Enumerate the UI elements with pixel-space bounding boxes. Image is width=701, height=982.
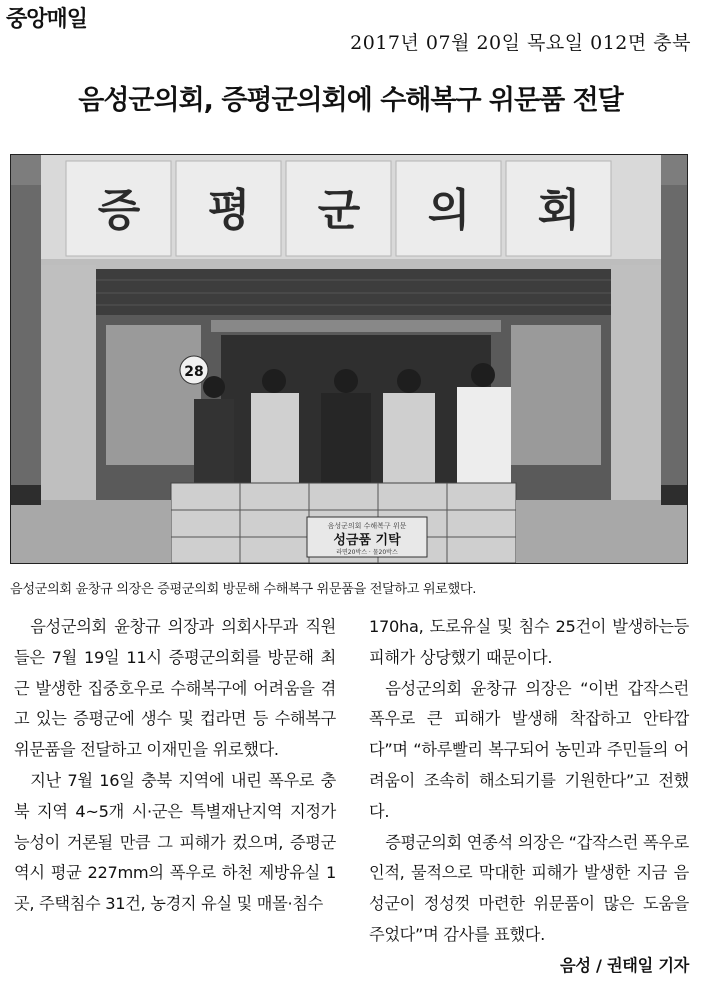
article-paragraph (369, 828, 689, 975)
dateline: 2017년 07월 20일 목요일 012면 충북 (350, 32, 691, 54)
article-paragraph: 음성군의회 윤창규 의장과 의회사무과 직원들은 7월 19일 11시 증평군의회를 방문해 최근 발생한 집중호우로 수해복구에 어려움을 겪고 있는 증평군에 생수 및 컵라면 등 수해복구 위문품을 전달하고 이재민을 위로했다. (14, 617, 336, 760)
article-paragraph: 음성군의회 윤창규 의장은 “이번 갑작스런 폭우로 큰 피해가 발생해 착잡하고 안타깝다”며 “하루빨리 복구되어 농민과 주민들의 어려움이 조속히 해소되기를 기원한다”고 전했다. (369, 678, 689, 821)
byline: 음성 / 권태일 기자 (560, 955, 689, 975)
article-column-right (369, 612, 689, 982)
banner-line-1: 음성군의회 수해복구 위문 (327, 522, 407, 530)
sign-char: 의 (427, 185, 471, 236)
article-paragraph: 170ha, 도로유실 및 침수 25건이 발생하는등 피해가 상당했기 때문이다. (369, 617, 689, 667)
sign-char: 군 (317, 185, 361, 236)
photo-caption: 음성군의회 윤창규 의장은 증평군의회 방문해 수해복구 위문품을 전달하고 위로했다. (10, 582, 476, 597)
banner-line-2: 성금품 기탁 (333, 533, 401, 548)
article-column-left (14, 612, 336, 920)
article-paragraph: 지난 7월 16일 충북 지역에 내린 폭우로 충북 지역 4~5개 시·군은 특별재난지역 지정가능성이 거론될 만큼 그 피해가 컸으며, 증평군 역시 평균 227mm의 폭우로 하천 제방유실 1곳, 주택침수 31건, 농경지 유실 및 매몰·침수 (14, 770, 336, 914)
paragraph-text: 증평군의회 연종석 의장은 “갑작스런 폭우로 인적, 물적으로 막대한 피해가 발생한 지금 음성군이 정성껏 마련한 위문품이 많은 도움을 주었다”며 감사를 표했다. (369, 832, 689, 944)
door-number: 28 (184, 364, 204, 380)
sign-char: 회 (537, 185, 581, 236)
headline: 음성군의회, 증평군의회에 수해복구 위문품 전달 (78, 85, 623, 116)
sign-char: 평 (207, 185, 251, 236)
news-photo (10, 154, 688, 564)
sign-char: 증 (97, 185, 141, 236)
relief-boxes (171, 483, 516, 563)
banner-line-3: 라면20박스 · 물20박스 (336, 549, 398, 556)
newspaper-logo: 중앙매일 (6, 7, 88, 32)
